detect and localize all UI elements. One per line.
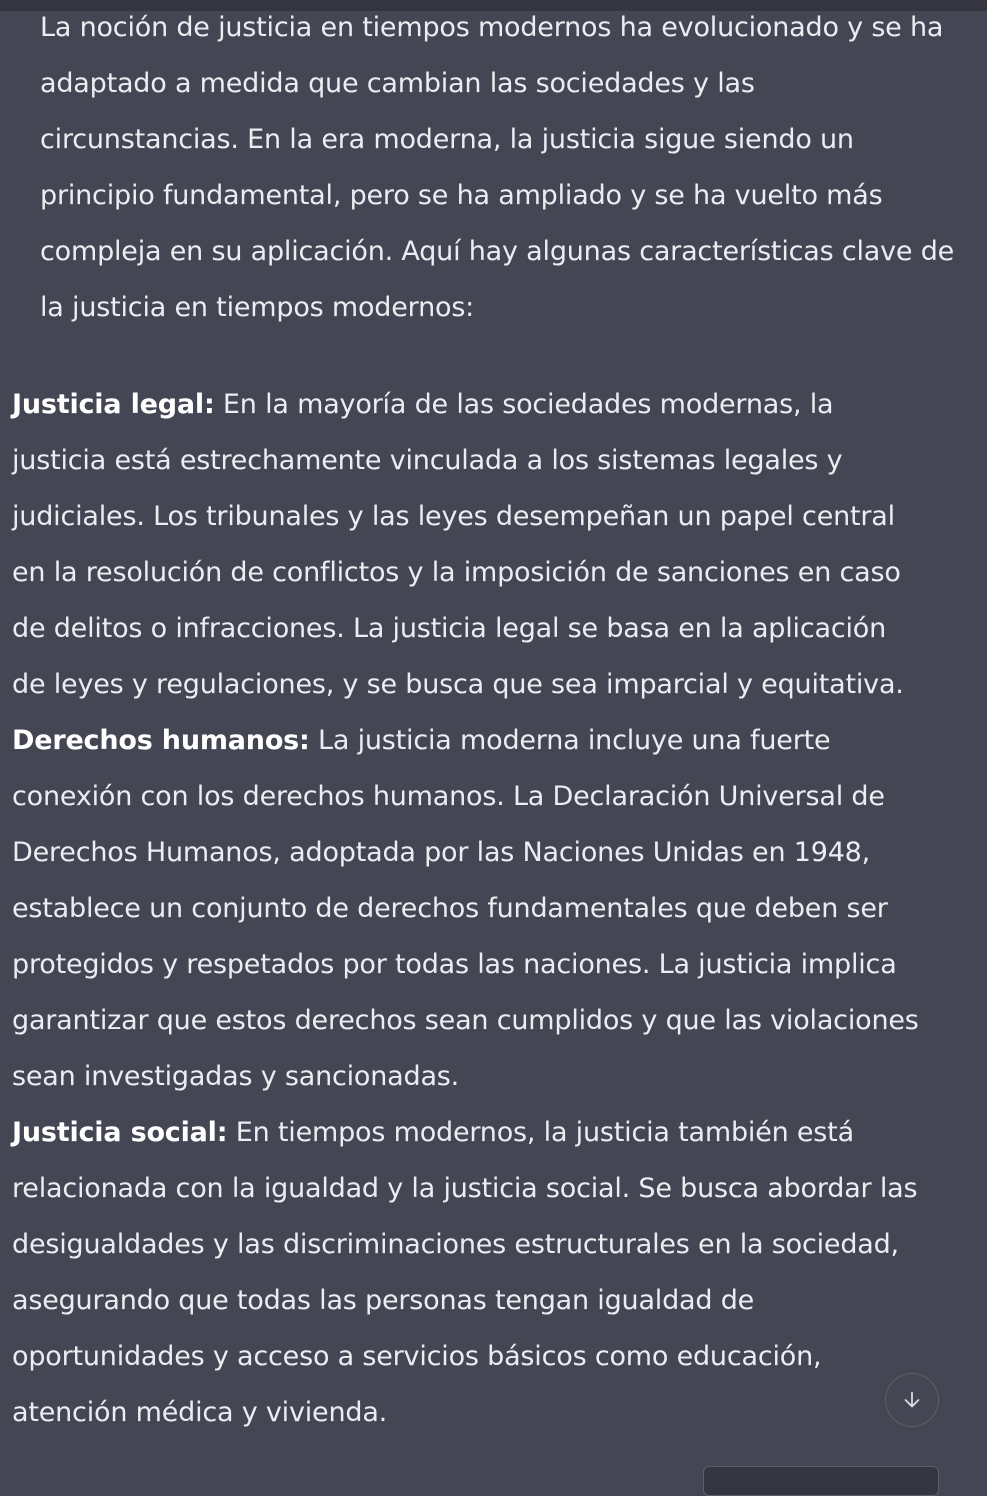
list-item bbox=[0, 1105, 920, 1441]
list-item-text: La justicia moderna incluye una fuerte conexión con los derechos humanos. La Declaración Universal de Derechos Humanos, adoptada por las Naciones Unidas en 1948, establece un conjunto de derechos fundamentales que deben ser protegidos y respetados por todas las naciones. La justicia implica garantizar que estos derechos sean cumplidos y que las violaciones sean investigadas y sancionadas. bbox=[12, 725, 919, 1092]
footer-input-edge bbox=[703, 1466, 939, 1496]
list-item-text: En tiempos modernos, la justicia también está relacionada con la igualdad y la justicia social. Se busca abordar las desigualdades y las discriminaciones estructurales en la sociedad, asegurando que todas las personas tengan igualdad de oportunidades y acceso a servicios básicos como educación, atención médica y vivienda. bbox=[12, 1117, 918, 1428]
list-item-title: Derechos humanos: bbox=[12, 725, 310, 756]
scroll-to-bottom-button[interactable] bbox=[885, 1373, 939, 1427]
list-item bbox=[0, 377, 920, 713]
list-item bbox=[0, 713, 920, 1105]
intro-paragraph: La noción de justicia en tiempos modernos ha evolucionado y se ha adaptado a medida que cambian las sociedades y las circunstancias. En la era moderna, la justicia sigue siendo un principio fundamental, pero se ha ampliado y se ha vuelto más compleja en su aplicación. Aquí hay algunas características clave de la justicia en tiempos modernos: bbox=[40, 12, 955, 323]
list-item-title: Justicia legal: bbox=[12, 389, 215, 420]
list-item-text: En la mayoría de las sociedades modernas, la justicia está estrechamente vinculada a los sistemas legales y judiciales. Los tribunales y las leyes desempeñan un papel central en la resolución de conflictos y la imposición de sanciones en caso de delitos o infracciones. La justicia legal se basa en la aplicación de leyes y regulaciones, y se busca que sea imparcial y equitativa. bbox=[12, 389, 904, 700]
arrow-down-icon bbox=[901, 1389, 923, 1411]
characteristics-list bbox=[0, 377, 920, 1441]
assistant-message bbox=[40, 0, 960, 336]
list-item-title: Justicia social: bbox=[12, 1117, 228, 1148]
